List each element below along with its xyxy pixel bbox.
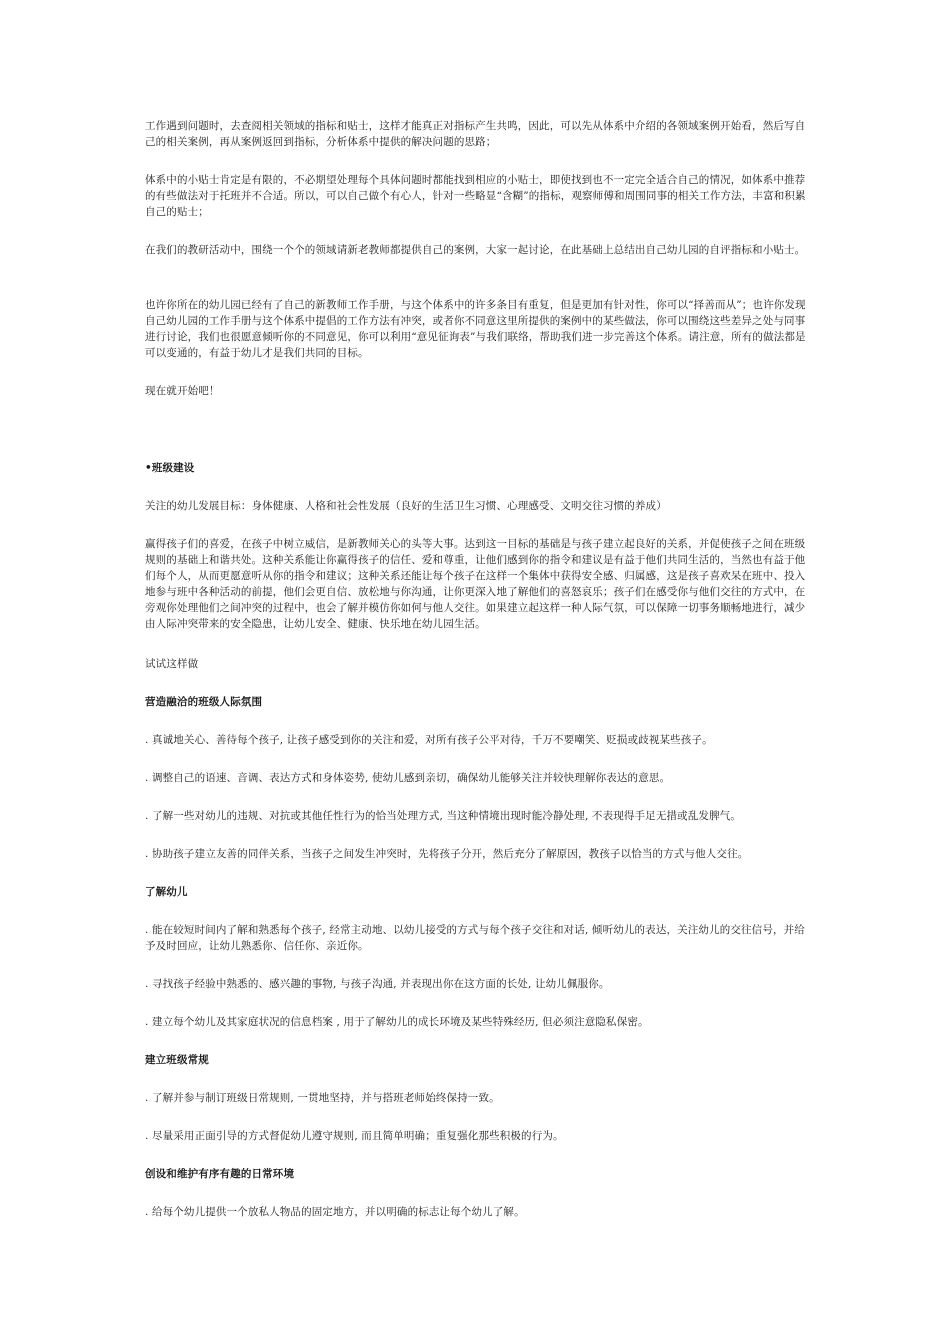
intro-paragraph-5: 现在就开始吧！ [145,385,220,397]
intro-paragraph-4: 也许你所在的幼儿园已经有了自己的新教师工作手册，与这个体系中的许多条目有重复，但是更加有针对性，你可以“择善而从”；也许你发现自己幼儿园的工作手册与这个体系中提倡的工作方法有冲突，或者你不同意这里所提供的案例中的某些做法，你可以围绕这些差异之处与同事进行讨论，我们也很愿意倾听你的不同意见，你可以利用“意见征询表”与我们联络，帮助我们进一步完善这个体系。请注意，所有的做法都是可以变通的，有益于幼儿才是我们共同的目标。 [145,299,806,359]
intro-paragraph-2: 体系中的小贴士肯定是有限的，不必期望处理每个具体问题时都能找到相应的小贴士，即使找到也不一定完全适合自己的情况，如体系中推荐的有些做法对于托班并不合适。所以，可以自己做个有心人，针对一些略显“含糊”的指标，观察师傅和周围同事的相关工作方法，丰富和积累自己的贴士； [145,174,806,218]
list-item: . 了解一些对幼儿的违规、对抗或其他任性行为的恰当处理方式, 当这种情境出现时能冷静处理, 不表现得手足无措或乱发脾气。 [145,810,742,822]
list-item: . 能在较短时间内了解和熟悉每个孩子, 经常主动地、以幼儿接受的方式与每个孩子交往和对话, 倾听幼儿的表达，关注幼儿的交往信号，并给予及时回应，让幼儿熟悉你、信任你、亲近你。 [145,924,805,952]
subheading-environment: 创设和维护有序有趣的日常环境 [145,1168,295,1180]
section-body: 赢得孩子们的喜爱，在孩子中树立威信，是新教师关心的头等大事。达到这一目标的基础是与孩子建立起良好的关系，并促使孩子之间在班级规则的基础上和谐共处。这种关系能让你赢得孩子的信任、爱和尊重，让他们感到你的指令和建议是有益于他们共同生活的，当然也有益于他们每个人，从而更愿意听从你的指令和建议；这种关系还能让每个孩子在这样一个集体中获得安全感、归属感，这是孩子喜欢呆在班中、投入地参与班中各种活动的前提，他们会更自信、放松地与你沟通，让你更深入地了解他们的喜怒哀乐；孩子们在感受你与他们交往的方式中，在旁观你处理他们之间冲突的过程中，也会了解并模仿你如何与他人交往。如果建立起这样一种人际气氛，可以保障一切事务顺畅地进行，减少由人际冲突带来的安全隐患，让幼儿安全、健康、快乐地在幼儿园生活。 [145,538,806,630]
list-item: . 尽量采用正面引导的方式督促幼儿遵守规则, 而且简单明确；重复强化那些积极的行为。 [145,1130,564,1142]
list-item: . 建立每个幼儿及其家庭状况的信息档案 , 用于了解幼儿的成长环境及某些特殊经历, 但必须注意隐私保密。 [145,1016,649,1028]
intro-paragraph-1: 工作遇到问题时，去查阅相关领域的指标和贴士，这样才能真正对指标产生共鸣，因此，可以先从体系中介绍的各领域案例开始看，然后写自己的相关案例，再从案例返回到指标，分析体系中提供的解决问题的思路； [145,120,806,148]
list-item: . 给每个幼儿提供一个放私人物品的固定地方，并以明确的标志让每个幼儿了解。 [145,1206,525,1218]
subheading-atmosphere: 营造融洽的班级人际氛围 [145,696,263,708]
subheading-understand: 了解幼儿 [145,886,188,898]
list-item: . 真诚地关心、善待每个孩子, 让孩子感受到你的关注和爱，对所有孩子公平对待，千万不要嘲笑、贬损或歧视某些孩子。 [145,734,713,746]
list-item: . 寻找孩子经验中熟悉的、感兴趣的事物, 与孩子沟通, 并表现出你在这方面的长处, 让幼儿佩服你。 [145,978,610,990]
list-item: . 协助孩子建立友善的同伴关系，当孩子之间发生冲突时，先将孩子分开，然后充分了解原因，教孩子以恰当的方式与他人交往。 [145,848,749,860]
list-item: . 调整自己的语速、音调、表达方式和身体姿势, 使幼儿感到亲切，确保幼儿能够关注并较快理解你表达的意思。 [145,772,671,784]
subheading-routines: 建立班级常规 [145,1054,209,1066]
try-label: 试试这样做 [145,658,199,670]
section-goal: 关注的幼儿发展目标：身体健康、人格和社会性发展（良好的生活卫生习惯、心理感受、文明交往习惯的养成） [145,500,667,512]
list-item: . 了解并参与制订班级日常规则, 一贯地坚持，并与搭班老师始终保持一致。 [145,1092,500,1104]
intro-paragraph-3: 在我们的教研活动中，围绕一个个的领域请新老教师都提供自己的案例，大家一起讨论，在此基础上总结出自己幼儿园的自评指标和小贴士。 [145,244,806,256]
section-title: •班级建设 [145,462,195,474]
